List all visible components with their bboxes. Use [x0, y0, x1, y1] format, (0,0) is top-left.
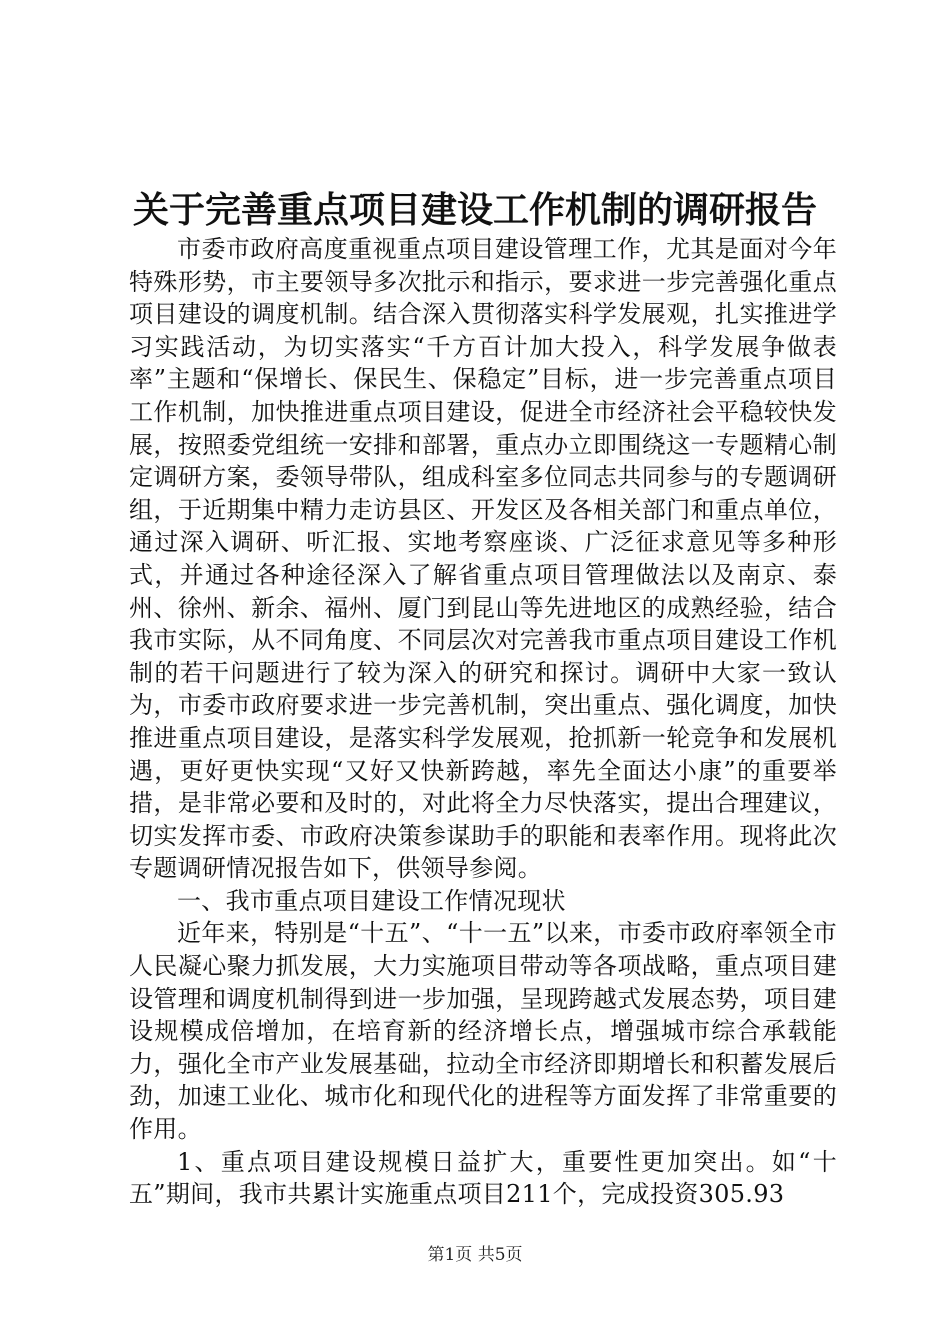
document-body: [129, 233, 837, 1211]
section-paragraph: 近年来，特别是“十五”、“十一五”以来，市委市政府率领全市人民凝心聚力抓发展，大力实施项目带动等各项战略，重点项目建设管理和调度机制得到进一步加强，呈现跨越式发展态势，项目建设规模成倍增加，在培育新的经济增长点，增强城市综合承载能力，强化全市产业发展基础，拉动全市经济即期增长和积蓄发展后劲，加速工业化、城市化和现代化的进程等方面发挥了非常重要的作用。: [129, 919, 837, 1144]
document-title: 关于完善重点项目建设工作机制的调研报告: [132, 189, 817, 231]
item-paragraph: 1、重点项目建设规模日益扩大，重要性更加突出。如“十五”期间，我市共累计实施重点项目211个，完成投资305.93: [129, 1147, 837, 1209]
intro-paragraph: 市委市政府高度重视重点项目建设管理工作，尤其是面对今年特殊形势，市主要领导多次批示和指示，要求进一步完善强化重点项目建设的调度机制。结合深入贯彻落实科学发展观，扎实推进学习实践活动，为切实落实“千方百计加大投入，科学发展争做表率”主题和“保增长、保民生、保稳定”目标，进一步完善重点项目工作机制，加快推进重点项目建设，促进全市经济社会平稳较快发展，按照委党组统一安排和部署，重点办立即围绕这一专题精心制定调研方案，委领导带队，组成科室多位同志共同参与的专题调研组，于近期集中精力走访县区、开发区及各相关部门和重点单位，通过深入调研、听汇报、实地考察座谈、广泛征求意见等多种形式，并通过各种途径深入了解省重点项目管理做法以及南京、泰州、徐州、新余、福州、厦门到昆山等先进地区的成熟经验，结合我市实际，从不同角度、不同层次对完善我市重点项目建设工作机制的若干问题进行了较为深入的研究和探讨。调研中大家一致认为，市委市政府要求进一步完善机制，突出重点、强化调度，加快推进重点项目建设，是落实科学发展观，抢抓新一轮竞争和发展机遇，更好更快实现“又好又快新跨越，率先全面达小康”的重要举措，是非常必要和及时的，对此将全力尽快落实，提出合理建议，切实发挥市委、市政府决策参谋助手的职能和表率作用。现将此次专题调研情况报告如下，供领导参阅。: [129, 235, 837, 883]
section-heading: 一、我市重点项目建设工作情况现状: [177, 886, 566, 915]
page-number-footer: 第1页 共5页: [427, 1245, 523, 1265]
